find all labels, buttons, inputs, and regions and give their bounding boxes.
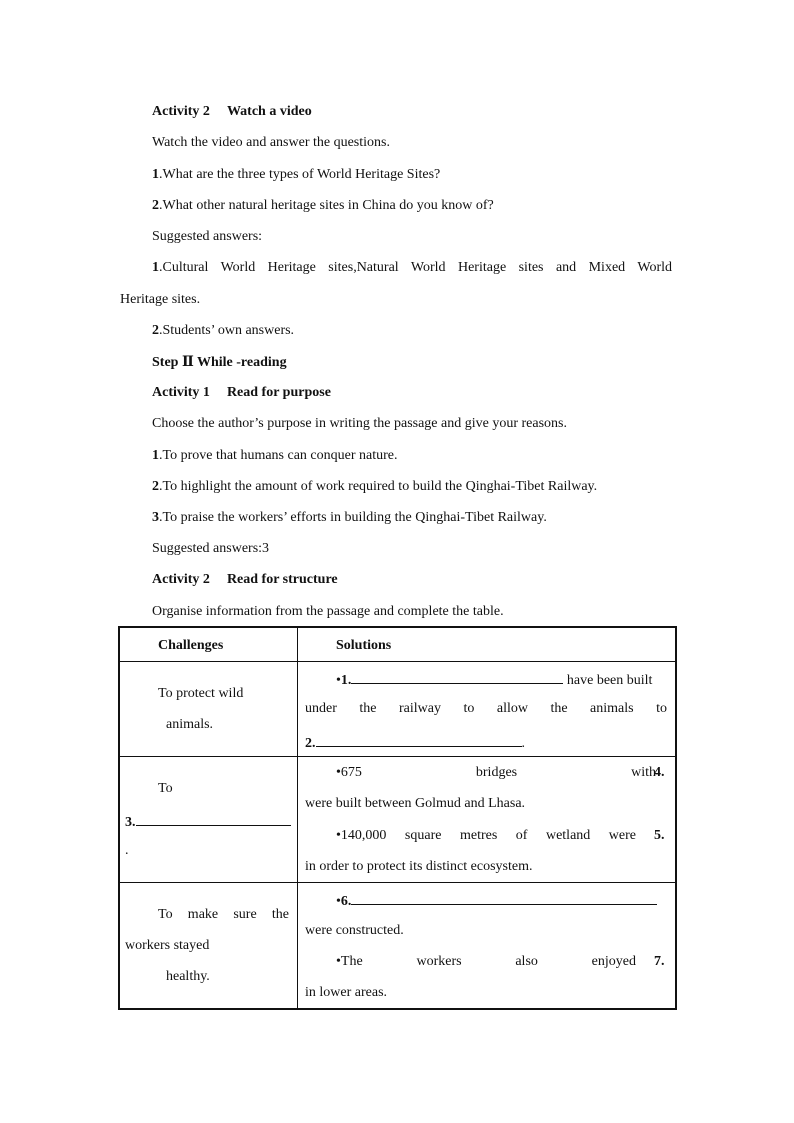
col-header-solutions: Solutions — [336, 638, 392, 653]
activity2-watch-heading — [152, 104, 312, 120]
structure-instruction: Organise information from the passage and complete the table. — [152, 604, 504, 619]
option-number: 3 — [152, 510, 159, 525]
option-3 — [152, 510, 547, 526]
suggested-answers-label: Suggested answers: — [152, 229, 263, 244]
table-border-right — [675, 626, 677, 1010]
bullet: • — [336, 894, 341, 909]
bullet: • — [336, 673, 341, 688]
answer-blank-2[interactable] — [316, 733, 522, 747]
blank-number: 1. — [340, 673, 352, 688]
question-2 — [152, 198, 494, 214]
row3-solution1-line1 — [336, 891, 657, 910]
question-number: 1 — [152, 167, 159, 182]
answer-blank-1[interactable] — [351, 670, 563, 684]
answer-1-line2: Heritage sites. — [120, 292, 201, 307]
row2-solution1-line2: were built between Golmud and Lhasa. — [305, 796, 526, 811]
row3-solution2-line1: •The workers also enjoyed — [336, 954, 636, 969]
table-row-divider — [118, 882, 677, 883]
activity2-structure-heading — [152, 572, 338, 588]
row3-solution1-line2: were constructed. — [305, 923, 404, 938]
table-row-divider — [118, 661, 677, 662]
table-row-divider — [118, 756, 677, 757]
row3-solution2-blank-number[interactable]: 7. — [654, 954, 665, 969]
row2-solution1-line1: •675 bridges with — [336, 765, 656, 780]
heading-title: Watch a video — [226, 104, 312, 119]
option-text: .To praise the workers’ efforts in building the Qinghai-Tibet Railway. — [159, 510, 547, 525]
answer-blank-6[interactable] — [351, 891, 657, 905]
table-border-left — [118, 626, 120, 1010]
question-number: 2 — [152, 198, 159, 213]
row2-challenge-line2 — [125, 812, 291, 831]
answer-blank-3[interactable] — [136, 812, 291, 826]
row3-challenge-line2: workers stayed — [125, 938, 210, 953]
heading-number: Activity 2 — [152, 572, 210, 587]
question-text: .What are the three types of World Heritage Sites? — [159, 167, 441, 182]
step2-heading: Step Ⅱ While -reading — [152, 355, 287, 370]
row1-solution-line1 — [336, 670, 652, 689]
row2-solution2-line2: in order to protect its distinct ecosystem. — [305, 859, 533, 874]
heading-number: Activity 1 — [152, 385, 210, 400]
row2-solution1-blank-number[interactable]: 4. — [654, 765, 665, 780]
answer-text: .Students’ own answers. — [159, 323, 295, 338]
answer-2 — [152, 323, 294, 339]
question-1 — [152, 167, 440, 183]
activity1-purpose-heading — [152, 385, 331, 401]
row3-challenge-line1: To make sure the — [158, 907, 289, 922]
blank-number: 2. — [305, 736, 316, 751]
row2-challenge-end: . — [125, 843, 129, 858]
row2-solution2-line1: •140,000 square metres of wetland were — [336, 828, 636, 843]
row2-challenge-line1: To — [158, 781, 173, 796]
option-2 — [152, 479, 597, 495]
purpose-instruction: Choose the author’s purpose in writing the passage and give your reasons. — [152, 416, 567, 431]
table-column-divider — [297, 626, 298, 1010]
table-border-bottom — [118, 1008, 677, 1010]
option-text: .To highlight the amount of work required to build the Qinghai-Tibet Railway. — [159, 479, 598, 494]
option-number: 1 — [152, 448, 159, 463]
answer-text: .Cultural World Heritage sites,Natural World Heritage sites and Mixed World — [159, 260, 672, 275]
purpose-suggested-answer: Suggested answers:3 — [152, 541, 270, 556]
row3-solution2-line2: in lower areas. — [305, 985, 388, 1000]
row3-challenge-line3: healthy. — [166, 969, 210, 984]
row1-solution-line2: under the railway to allow the animals to — [305, 701, 667, 716]
answer-number: 2 — [152, 323, 159, 338]
table-border-top — [118, 626, 677, 628]
row1-challenge-line2: animals. — [166, 717, 214, 732]
heading-title: Read for purpose — [226, 385, 331, 400]
option-number: 2 — [152, 479, 159, 494]
option-text: .To prove that humans can conquer nature. — [159, 448, 398, 463]
heading-number: Activity 2 — [152, 104, 210, 119]
option-1 — [152, 448, 398, 464]
answer-number: 1 — [152, 260, 159, 275]
watch-instruction: Watch the video and answer the questions. — [152, 135, 390, 150]
row1-solution-line3 — [305, 733, 525, 752]
solution-text: have been built — [563, 673, 653, 688]
row2-solution2-blank-number[interactable]: 5. — [654, 828, 665, 843]
question-text: .What other natural heritage sites in China do you know of? — [159, 198, 494, 213]
answer-1-line1 — [152, 260, 672, 276]
punctuation: . — [521, 736, 525, 751]
col-header-challenges: Challenges — [158, 638, 224, 653]
blank-number: 6. — [340, 894, 352, 909]
row1-challenge-line1: To protect wild — [158, 686, 244, 701]
blank-number: 3. — [125, 815, 136, 830]
heading-title: Read for structure — [226, 572, 338, 587]
